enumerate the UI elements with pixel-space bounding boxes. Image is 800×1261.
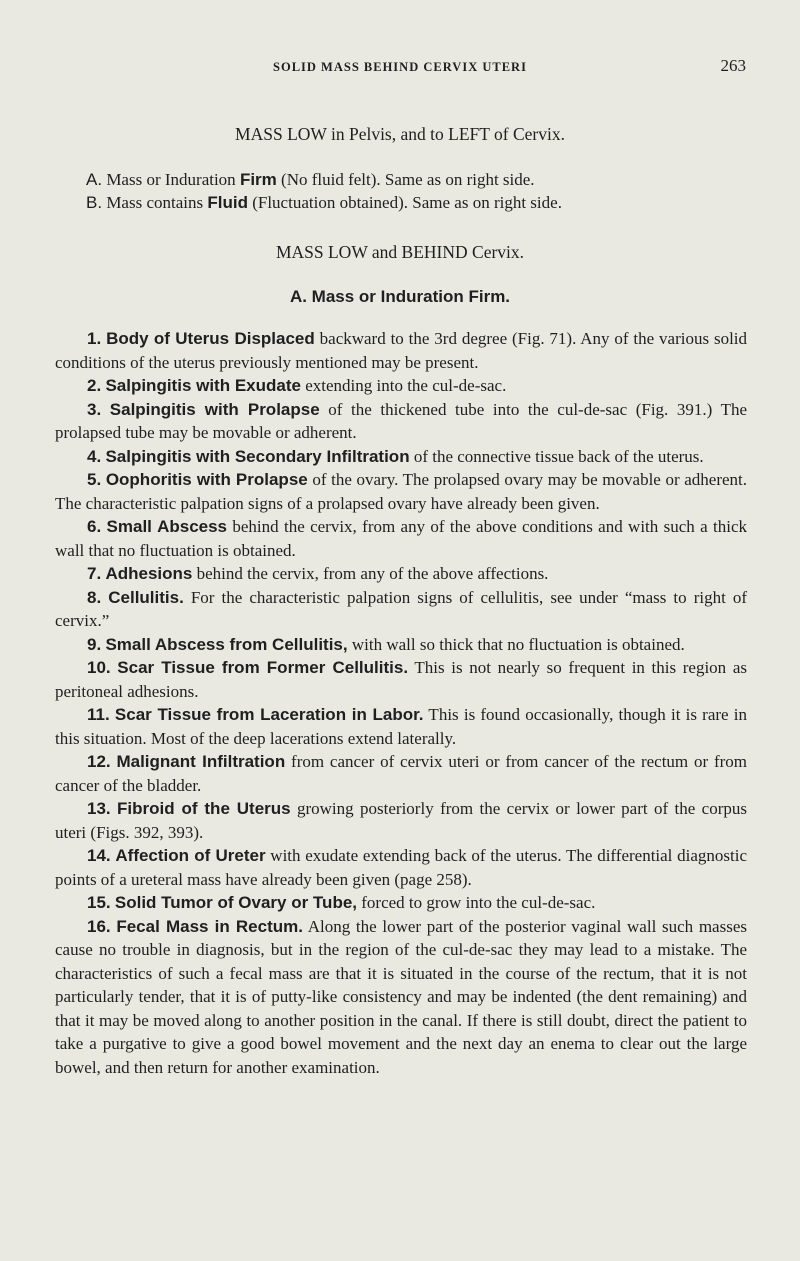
entry-text: of the ovary. The prolapsed ovary may be movable or adherent. The characteristic palpation signs of a prolapsed ovary have already been given. bbox=[55, 470, 747, 513]
entry-number: 16. bbox=[87, 916, 111, 936]
entry-term: Fibroid of the Uterus bbox=[117, 799, 291, 818]
item-b-bold: Fluid bbox=[207, 193, 248, 212]
running-head: SOLID MASS BEHIND CERVIX UTERI bbox=[273, 60, 527, 74]
entry-text: of the thickened tube into the cul-de-sac (Fig. 391.) The prolapsed tube may be movable or adherent. bbox=[55, 399, 748, 442]
entry-list bbox=[55, 327, 747, 1079]
entry bbox=[55, 915, 747, 1080]
entry-text: from cancer of cervix uteri or from cancer of the rectum or from cancer of the bladder. bbox=[55, 752, 748, 795]
entry-term: Salpingitis with Secondary Infiltration bbox=[105, 446, 410, 466]
entry bbox=[55, 445, 747, 469]
entry-term: Small Abscess bbox=[106, 517, 228, 536]
item-a-firm bbox=[86, 168, 535, 191]
entry-text: behind the cervix, from any of the above conditions and with such a thick wall that no fluctuation is obtained. bbox=[55, 517, 747, 560]
entry-term: Salpingitis with Prolapse bbox=[109, 399, 320, 419]
entry-term: Cellulitis. bbox=[108, 587, 184, 607]
entry bbox=[55, 586, 747, 633]
entry-number: 8. bbox=[87, 587, 102, 607]
entry-text: of the connective tissue back of the uterus. bbox=[409, 446, 704, 466]
item-a-label: A. bbox=[86, 170, 103, 189]
item-a-pre: Mass or Induration bbox=[102, 170, 240, 189]
entry-term: Fecal Mass in Rectum. bbox=[116, 916, 303, 936]
entry-term: Scar Tissue from Former Cellulitis. bbox=[117, 658, 409, 677]
entry bbox=[55, 797, 747, 844]
item-b-pre: Mass contains bbox=[102, 193, 208, 212]
entry-term: Affection of Ureter bbox=[115, 846, 266, 865]
item-b-fluid bbox=[86, 191, 562, 214]
section-subheading: A. Mass or Induration Firm. bbox=[289, 287, 511, 306]
page-number: 263 bbox=[720, 56, 746, 75]
entry-number: 10. bbox=[87, 658, 111, 677]
section-heading-left: MASS LOW in Pelvis, and to LEFT of Cervix. bbox=[235, 124, 565, 144]
entry-number: 13. bbox=[87, 799, 111, 818]
entry-number: 3. bbox=[87, 399, 102, 419]
entry-number: 12. bbox=[87, 752, 111, 771]
entry bbox=[55, 562, 747, 586]
section-heading-behind: MASS LOW and BEHIND Cervix. bbox=[275, 242, 525, 262]
item-a-bold: Firm bbox=[239, 170, 277, 189]
entry-number: 1. bbox=[87, 329, 102, 348]
entry bbox=[55, 656, 747, 703]
entry-text: forced to grow into the cul-de-sac. bbox=[357, 893, 596, 912]
entry bbox=[55, 327, 747, 374]
entry-number: 11. bbox=[87, 705, 110, 724]
item-a-post: (No fluid felt). Same as on right side. bbox=[276, 170, 535, 189]
entry bbox=[55, 468, 747, 515]
entry-text: extending into the cul-de-sac. bbox=[300, 376, 507, 395]
entry-number: 2. bbox=[87, 376, 102, 395]
entry bbox=[55, 891, 747, 915]
entry-text: Along the lower part of the posterior vaginal wall such masses cause no trouble in diagnosis, but in the region of the cul-de-sac they may lead to a mistake. The characteristics of such a fecal mass are that it is situated in the course of the rectum, that it is not particularly tender, that it is of putty-like consistency and may be indented (the dent remaining) and that it may be moved along to another position in the canal. If there is still doubt, direct the patient to take a purgative to give a good bowel movement and the next day an enema to clear out the large bowel, and then return for another examination. bbox=[55, 916, 747, 1077]
entry-number: 15. bbox=[87, 893, 111, 912]
entry bbox=[55, 633, 747, 657]
entry bbox=[55, 515, 747, 562]
entry-term: Scar Tissue from Laceration in Labor. bbox=[114, 705, 424, 724]
entry bbox=[55, 750, 747, 797]
entry-text: growing posteriorly from the cervix or lower part of the corpus uteri (Figs. 392, 393). bbox=[55, 799, 748, 842]
entry bbox=[55, 374, 747, 398]
entry-number: 9. bbox=[87, 634, 102, 654]
entry-term: Salpingitis with Exudate bbox=[105, 376, 301, 395]
entry bbox=[55, 844, 747, 891]
entry bbox=[55, 703, 747, 750]
entry-number: 7. bbox=[87, 564, 102, 583]
item-b-post: (Fluctuation obtained). Same as on right side. bbox=[247, 193, 562, 212]
entry bbox=[55, 398, 747, 445]
entry-term: Solid Tumor of Ovary or Tube, bbox=[114, 893, 357, 912]
entry-term: Adhesions bbox=[105, 564, 193, 583]
entry-text: This is found occasionally, though it is rare in this situation. Most of the deep lacerations extend laterally. bbox=[55, 705, 747, 748]
entry-text: with exudate extending back of the uterus. The differential diagnostic points of a ureteral mass have already been given (page 258). bbox=[55, 846, 748, 889]
entry-term: Malignant Infiltration bbox=[116, 752, 286, 771]
entry-number: 5. bbox=[87, 470, 102, 489]
entry-text: backward to the 3rd degree (Fig. 71). Any of the various solid conditions of the uterus previously mentioned may be present. bbox=[55, 329, 748, 372]
entry-text: For the characteristic palpation signs of cellulitis, see under “mass to right of cervix.” bbox=[55, 587, 748, 630]
entry-term: Small Abscess from Cellulitis, bbox=[105, 634, 348, 654]
entry-text: behind the cervix, from any of the above affections. bbox=[192, 564, 549, 583]
entry-number: 6. bbox=[87, 517, 102, 536]
entry-term: Oophoritis with Prolapse bbox=[105, 470, 308, 489]
entry-text: with wall so thick that no fluctuation is obtained. bbox=[347, 634, 685, 654]
entry-number: 4. bbox=[87, 446, 102, 466]
entry-text: This is not nearly so frequent in this region as peritoneal adhesions. bbox=[55, 658, 747, 701]
item-b-label: B. bbox=[86, 193, 103, 212]
entry-term: Body of Uterus Displaced bbox=[106, 329, 315, 348]
entry-number: 14. bbox=[87, 846, 111, 865]
